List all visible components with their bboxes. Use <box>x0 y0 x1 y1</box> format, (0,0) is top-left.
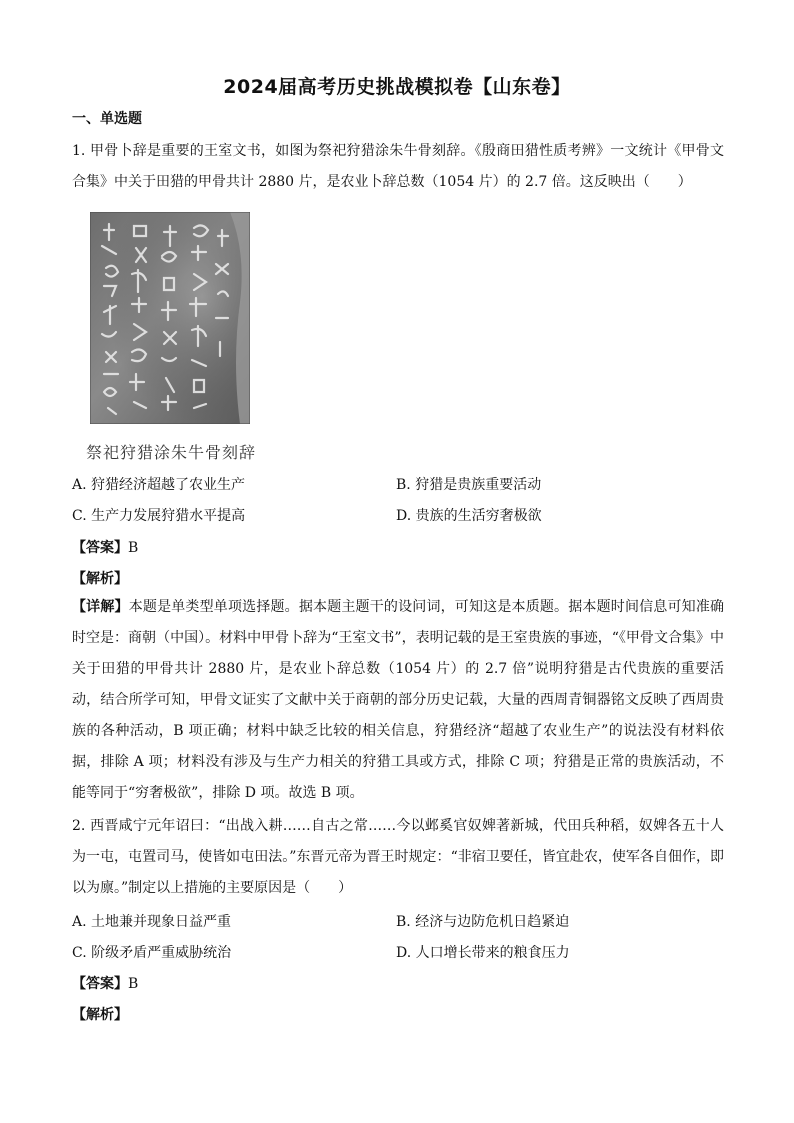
answer-value: B <box>128 976 139 992</box>
question-2-stem: 2. 西晋咸宁元年诏曰：“出战入耕……自古之常……今以邺奚官奴婢著新城，代田兵种稻，奴婢各五十人为一屯，屯置司马，使皆如屯田法。”东晋元帝为晋王时规定：“非宿卫要任，皆宜赴农，使军各自佃作，即以为廪。”制定以上措施的主要原因是（ ） <box>72 818 724 896</box>
question-2-options-row-1 <box>72 911 724 931</box>
q1-option-d[interactable]: D. 贵族的生活穷奢极欲 <box>396 508 542 524</box>
q1-option-c[interactable]: C. 生产力发展狩猎水平提高 <box>72 508 246 524</box>
oracle-bone-image <box>90 212 250 424</box>
q2-option-d[interactable]: D. 人口增长带来的粮食压力 <box>396 945 570 961</box>
detail-text: 本题是单类型单项选择题。据本题主题干的设问词，可知这是本质题。据本题时间信息可知准确时空是：商朝（中国）。材料中甲骨卜辞为“王室文书”，表明记载的是王室贵族的事迹，“《甲骨文合集》中关于田猎的甲骨共计 2880 片，是农业卜辞总数（1054 片）的 2.7 倍”说明狩猎是古代贵族的重要活动，结合所学可知，甲骨文证实了文献中关于商朝的部分历史记载，大量的西周青铜器铭文反映了西周贵族的各种活动，B 项正确；材料中缺乏比较的相关信息，狩猎经济“超越了农业生产”的说法没有材料依据，排除 A 项；材料没有涉及与生产力相关的狩猎工具或方式，排除 C 项；狩猎是正常的贵族活动，不能等同于“穷奢极欲”，排除 D 项。故选 B 项。 <box>72 599 725 801</box>
q1-detail <box>72 592 724 809</box>
answer-label: 【答案】 <box>72 976 128 992</box>
analysis-label: 【解析】 <box>72 571 128 587</box>
answer-value: B <box>128 540 139 556</box>
detail-label: 【详解】 <box>72 599 129 615</box>
q2-option-a[interactable]: A. 土地兼并现象日益严重 <box>72 914 232 930</box>
section-heading: 一、单选题 <box>72 111 142 127</box>
answer-label: 【答案】 <box>72 540 128 556</box>
question-1-stem: 1. 甲骨卜辞是重要的王室文书，如图为祭祀狩猎涂朱牛骨刻辞。《殷商田猎性质考辨》一文统计《甲骨文合集》中关于田猎的甲骨共计 2880 片，是农业卜辞总数（1054 片）的 2.7 倍。这反映出（ ） <box>72 143 724 190</box>
q1-option-a[interactable]: A. 狩猎经济超越了农业生产 <box>72 477 246 493</box>
q2-analysis-heading <box>72 1004 128 1024</box>
q2-option-c[interactable]: C. 阶级矛盾严重威胁统治 <box>72 945 232 961</box>
analysis-label: 【解析】 <box>72 1007 128 1023</box>
q2-option-b[interactable]: B. 经济与边防危机日趋紧迫 <box>396 914 570 930</box>
q1-answer <box>72 537 138 557</box>
page-title: 2024届高考历史挑战模拟卷【山东卷】 <box>223 76 571 98</box>
question-1-options-row-2 <box>72 505 724 525</box>
q2-answer <box>72 973 138 993</box>
question-1-options-row-1 <box>72 474 724 494</box>
q1-analysis-heading <box>72 568 128 588</box>
q1-option-b[interactable]: B. 狩猎是贵族重要活动 <box>396 477 542 493</box>
question-2-options-row-2 <box>72 942 724 962</box>
figure-caption: 祭祀狩猎涂朱牛骨刻辞 <box>86 443 257 462</box>
